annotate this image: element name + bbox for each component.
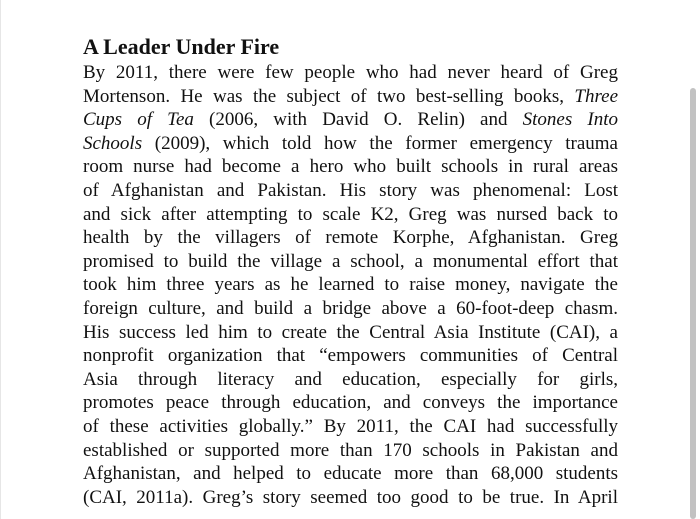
body-line: promised to build the village a school, a monumental effort that	[83, 250, 618, 272]
book-title-italic: Stones Into	[522, 109, 619, 131]
body-line: (CAI, 2011a). Greg’s story seemed too good to be true. In April	[83, 486, 618, 508]
body-line: health by the villagers of remote Korphe, Afghanistan. Greg	[83, 227, 618, 249]
body-line: established or supported more than 170 schools in Pakistan and	[83, 439, 618, 461]
body-line: nonprofit organization that “empowers communities of Central	[83, 345, 618, 367]
line-text: Mortenson. He was the subject of two best-selling books,	[83, 85, 575, 107]
book-title-italic: Schools	[83, 132, 143, 154]
body-line: promotes peace through education, and conveys the importance	[83, 392, 618, 414]
body-line: of Afghanistan and Pakistan. His story was phenomenal: Lost	[83, 179, 618, 201]
body-line: His success led him to create the Central Asia Institute (CAI), a	[83, 321, 618, 343]
body-line	[83, 85, 618, 109]
article-title: A Leader Under Fire	[83, 34, 280, 59]
vertical-scrollbar[interactable]	[686, 0, 700, 519]
body-line: room nurse had become a hero who built schools in rural areas	[83, 156, 618, 178]
scrollbar-thumb[interactable]	[690, 88, 696, 519]
body-line	[83, 132, 618, 156]
line-text: (2006, with David O. Relin) and	[193, 109, 523, 131]
book-title-italic: Three	[574, 85, 618, 107]
body-line: took him three years as he learned to raise money, navigate the	[83, 274, 618, 296]
body-line	[83, 108, 618, 132]
line-text: (2009), which told how the former emergency trauma	[142, 132, 618, 154]
body-line: and sick after attempting to scale K2, Greg was nursed back to	[83, 203, 618, 225]
body-line: Asia through literacy and education, especially for girls,	[83, 368, 618, 390]
page-left-border	[0, 0, 1, 519]
book-title-italic: Cups of Tea	[83, 109, 194, 131]
body-line: of these activities globally.” By 2011, the CAI had successfully	[83, 415, 618, 437]
article-body	[83, 61, 618, 509]
body-line: foreign culture, and build a bridge above a 60-foot-deep chasm.	[83, 297, 618, 319]
article	[83, 33, 618, 509]
body-line: By 2011, there were few people who had never heard of Greg	[83, 62, 618, 83]
body-line: Afghanistan, and helped to educate more than 68,000 students	[83, 463, 618, 485]
